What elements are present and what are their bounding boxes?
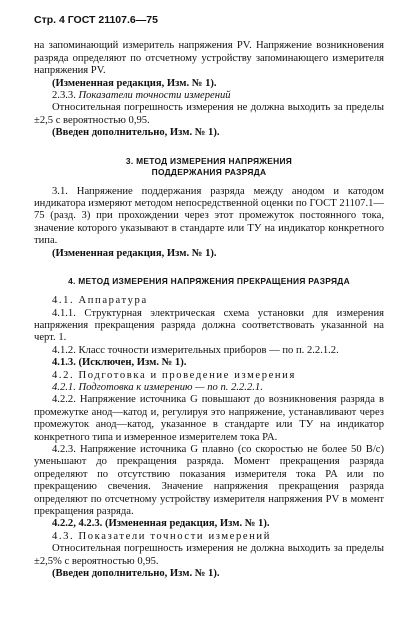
page-header: Стр. 4 ГОСТ 21107.6—75 [34, 14, 158, 26]
clause-4-2: 4.2. Подготовка и проведение измерения [52, 369, 296, 381]
clause-4-1-1: 4.1.1. Структурная электрическая схема установки для измерения напряжения прекращения разряда должна соответствовать указанной на черт. 1. [34, 307, 384, 344]
amendment-note: (Измененная редакция, Изм. № 1). [52, 77, 217, 89]
paragraph-2-3-2-end: на запоминающий измеритель напряжения PV. Напряжение возникновения разряда определяют по отсчетному устройству запоминающего измерителя напряжения PV. [34, 40, 384, 77]
section-3-heading-line2: ПОДДЕРЖАНИЯ РАЗРЯДА [151, 166, 267, 177]
clause-3-1: 3.1. Напряжение поддержания разряда между анодом и катодом индикатора измеряют методом непосредственной оценки по ГОСТ 21107.1—75 (разд. 3) при прохождении через этот промежуток постоянного тока, значение которого указывают в стандарте или ТУ на индикатор конкретного типа. [34, 185, 384, 247]
section-4-heading: 4. МЕТОД ИЗМЕРЕНИЯ НАПРЯЖЕНИЯ ПРЕКРАЩЕНИЯ РАЗРЯДА [68, 276, 350, 287]
accuracy-text-4: Относительная погрешность измерения не должна выходить за пределы ±2,5% с вероятностью 0,95. [34, 543, 384, 567]
clause-4-1-2: 4.1.2. Класс точности измерительных приборов — по п. 2.2.1.2. [52, 344, 339, 356]
addition-note: (Введен дополнительно, Изм. № 1). [52, 127, 220, 139]
clause-4-1-3: 4.1.3. (Исключен, Изм. № 1). [52, 357, 187, 369]
addition-note-4: (Введен дополнительно, Изм. № 1). [52, 568, 220, 580]
amendment-note-3: (Измененная редакция, Изм. № 1). [52, 247, 217, 259]
clause-4-2-2: 4.2.2. Напряжение источника G повышают до возникновения разряда в промежутке анод—катод и, регулируя это напряжение, устанавливают через промежуток анод—катод, указанное в стандарте или ТУ на индикатор конкретного типа и измеренное измерителем тока PA. [34, 394, 384, 443]
clause-2-3-3 [34, 90, 384, 102]
clause-4-3: 4.3. Показатели точности измерений [52, 530, 271, 542]
clause-4-2-1: 4.2.1. Подготовка к измерению — по п. 2.2.2.1. [52, 381, 263, 393]
clause-4-2-3: 4.2.3. Напряжение источника G плавно (со скоростью не более 50 В/с) уменьшают до прекращения разряда. Момент прекращения разряда определяют по отсутствию показания измерителя тока PA или по прекращению свечения. Значение напряжения прекращения разряда определяют по отсчетному устройству измерителя напряжения PV в момент прекращения разряда. [34, 443, 384, 517]
clause-title: Показатели точности измерений [78, 90, 231, 102]
amendment-note-4: 4.2.2, 4.2.3. (Измененная редакция, Изм. № 1). [52, 518, 270, 530]
clause-number: 2.3.3. [52, 90, 79, 102]
clause-4-1: 4.1. Аппаратура [52, 295, 148, 307]
section-3-heading-line1: 3. МЕТОД ИЗМЕРЕНИЯ НАПРЯЖЕНИЯ [125, 155, 293, 166]
accuracy-text: Относительная погрешность измерения не должна выходить за пределы ±2,5 с вероятностью 0,95. [34, 102, 384, 126]
